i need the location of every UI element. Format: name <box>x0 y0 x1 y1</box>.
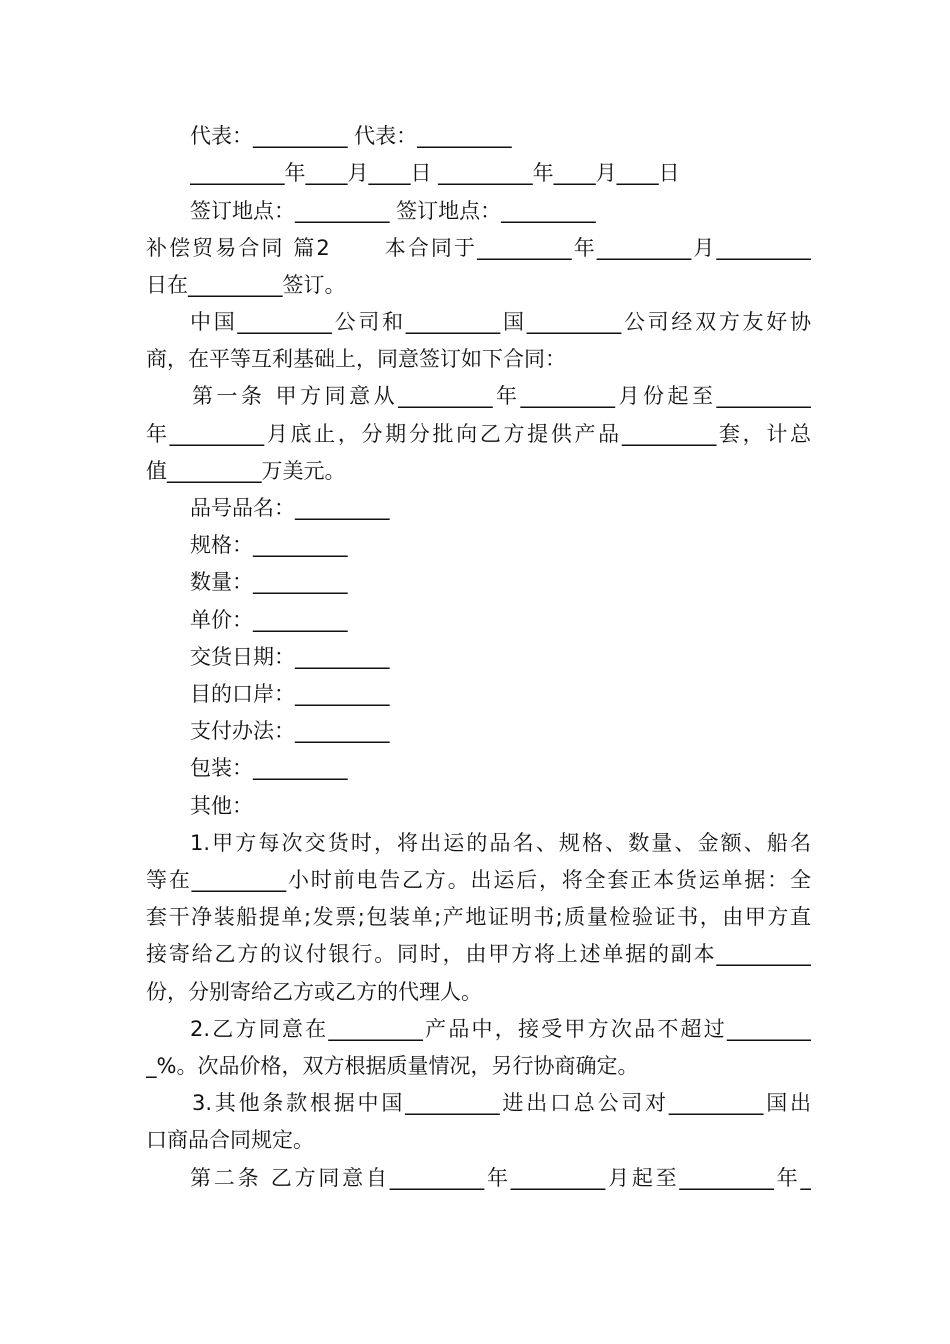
other-item-2-line-2: _%。次品价格，双方根据质量情况，另行协商确定。 <box>146 1054 639 1078</box>
other-item-1-line-1 <box>190 825 811 861</box>
article-one-line-1 <box>192 378 811 414</box>
parties-line-2: 商，在平等互利基础上，同意签订如下合同： <box>146 347 566 371</box>
delivery-date-field: 交货日期：_________ <box>190 645 390 669</box>
product-name-field: 品号品名：_________ <box>190 496 390 520</box>
other-item-2-line-1 <box>190 1011 811 1047</box>
destination-port-field: 目的口岸：_________ <box>190 682 390 706</box>
packaging-field: 包装：_________ <box>190 756 348 780</box>
signature-representatives-line: 代表：_________ 代表：_________ <box>190 124 512 148</box>
signing-place-line: 签订地点：_________ 签订地点：_________ <box>190 199 596 223</box>
article-two-line-1 <box>190 1160 811 1196</box>
specification-field: 规格：_________ <box>190 533 348 557</box>
article-one-line-2 <box>146 416 811 452</box>
article-one-line-3: 值_________万美元。 <box>146 459 346 483</box>
unit-price-field: 单价：_________ <box>190 608 348 632</box>
payment-method-field: 支付办法：_________ <box>190 719 390 743</box>
article-one-line-1-text: 第一条 甲方同意从_________年_________月份起至_________ <box>192 384 811 408</box>
other-item-1-line-1-text: 1.甲方每次交货时，将出运的品名、规格、数量、金额、船名 <box>190 831 811 855</box>
other-item-3-line-2: 口商品合同规定。 <box>146 1128 314 1152</box>
contract-section-heading-text: 补偿贸易合同 篇2 本合同于_________年_________月_________ <box>146 236 811 260</box>
other-item-1-line-5: 份，分别寄给乙方或乙方的代理人。 <box>146 980 482 1004</box>
signature-date-line: _________年____月____日 _________年____月____日 <box>190 161 680 185</box>
contract-date-place-line: 日在_________签订。 <box>146 273 346 297</box>
other-item-3-line-1-text: 3.其他条款根据中国_________进出口总公司对_________国出 <box>192 1091 811 1115</box>
parties-line-1-text: 中国_________公司和_________国_________公司经双方友好协 <box>190 310 811 334</box>
other-item-2-line-1-text: 2.乙方同意在_________产品中，接受甲方次品不超过________ <box>190 1017 811 1041</box>
quantity-field: 数量：_________ <box>190 570 348 594</box>
parties-line-1 <box>190 304 811 340</box>
other-item-1-line-3 <box>146 899 811 935</box>
other-item-3-line-1 <box>192 1085 811 1121</box>
other-item-1-line-4-text: 接寄给乙方的议付银行。同时，由甲方将上述单据的副本_________ <box>146 942 811 966</box>
article-two-line-1-text: 第二条 乙方同意自_________年_________月起至_________年_ <box>190 1166 811 1190</box>
other-item-1-line-3-text: 套干净装船提单;发票;包装单;产地证明书;质量检验证书，由甲方直 <box>146 905 811 929</box>
other-item-1-line-2-text: 等在_________小时前电告乙方。出运后，将全套正本货运单据：全 <box>146 868 811 892</box>
other-item-1-line-4 <box>146 936 811 972</box>
other-item-1-line-2 <box>146 862 811 898</box>
contract-section-heading-line <box>146 230 811 266</box>
article-one-line-2-text: 年_________月底止，分期分批向乙方提供产品_________套，计总 <box>146 422 811 446</box>
other-heading: 其他： <box>190 794 253 818</box>
